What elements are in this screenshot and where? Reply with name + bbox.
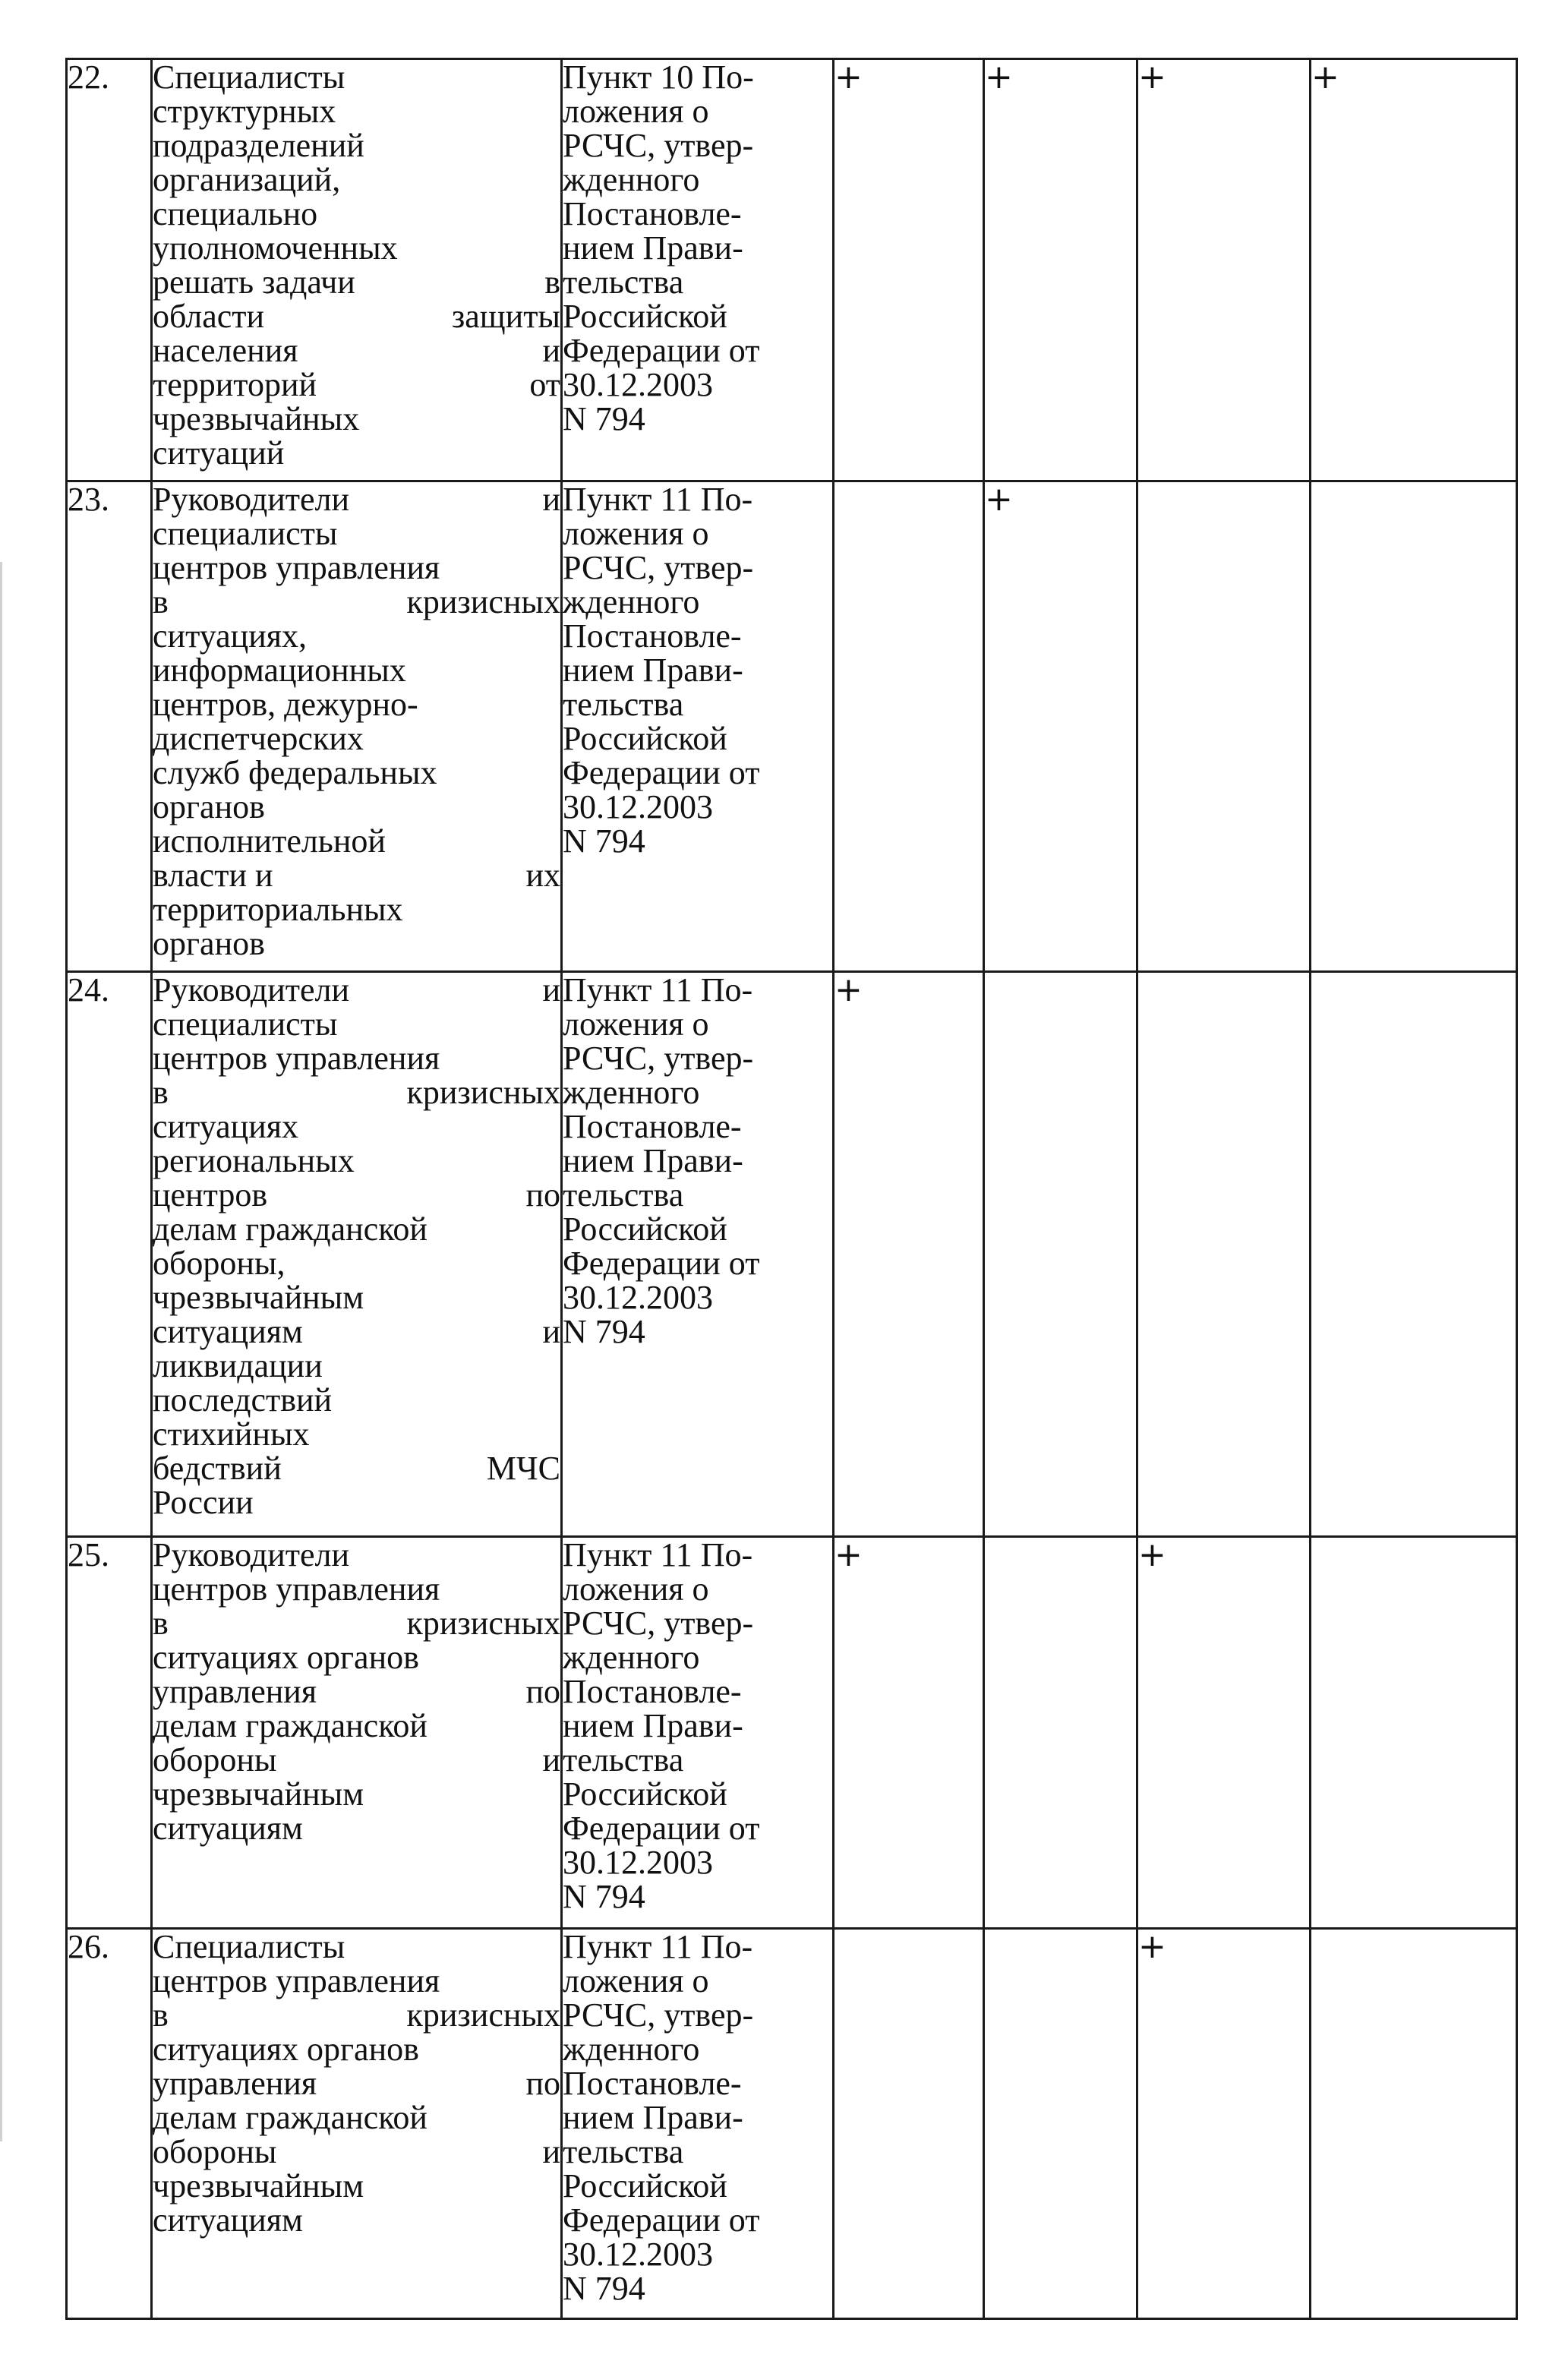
description-line: центров управления <box>153 1962 440 1999</box>
legal-basis <box>562 1929 834 2319</box>
mark-cell-4 <box>1311 1537 1517 1929</box>
mark-cell-3: + <box>1137 1929 1311 2319</box>
basis-line: N 794 <box>563 1878 645 1915</box>
description-word: по <box>525 2065 560 2102</box>
description-word: по <box>525 1176 560 1213</box>
mark-cell-1: + <box>834 972 984 1537</box>
mark-cell-4 <box>1311 972 1517 1537</box>
mark-cell-4 <box>1311 481 1517 972</box>
basis-line: жденного <box>563 583 700 620</box>
description-line <box>153 333 560 368</box>
basis-line: ложения о <box>563 1962 709 1999</box>
description-line: ситуациям <box>153 2201 303 2239</box>
basis-line: нием Прави- <box>563 2099 743 2136</box>
description-word: и <box>542 2133 560 2170</box>
basis-line: Пункт 11 По- <box>563 971 753 1008</box>
description-line: Специалисты <box>153 1928 345 1965</box>
description-line: исполнительной <box>153 822 386 860</box>
description-line <box>153 858 560 892</box>
basis-line: Федерации от <box>563 1810 760 1847</box>
basis-line: нием Прави- <box>563 229 743 267</box>
basis-line: 30.12.2003 <box>563 1279 713 1316</box>
description-line: информационных <box>153 652 406 689</box>
basis-line: ложения о <box>563 515 709 552</box>
description-word: в <box>153 1605 169 1642</box>
row-number: 22. <box>67 59 152 481</box>
description-line: чрезвычайным <box>153 2167 364 2204</box>
description-line <box>153 1314 560 1349</box>
description-line: диспетчерских <box>153 720 364 757</box>
basis-line: Постановле- <box>563 617 742 655</box>
description-line <box>153 2066 560 2100</box>
mark-cell-2: + <box>984 59 1137 481</box>
basis-line: Пункт 11 По- <box>563 1536 753 1573</box>
description-word: и <box>542 332 560 369</box>
description-line <box>153 2135 560 2169</box>
basis-line: тельства <box>563 2133 684 2170</box>
basis-line: ложения о <box>563 93 709 130</box>
description-line: Специалисты <box>153 58 345 96</box>
description-line: специально <box>153 195 318 232</box>
description-line <box>153 1674 560 1709</box>
description-word: и <box>542 971 560 1008</box>
description-word: Руководители <box>153 481 350 518</box>
description-line: стихийных <box>153 1415 310 1453</box>
position-description <box>152 481 562 972</box>
description-word: и <box>542 1741 560 1778</box>
mark-cell-1 <box>834 481 984 972</box>
basis-line: Постановле- <box>563 1108 742 1145</box>
description-line: подразделений <box>153 127 364 164</box>
description-word: обороны <box>153 2133 277 2170</box>
basis-line: РСЧС, утвер- <box>563 549 754 586</box>
description-line <box>153 585 560 619</box>
row-number: 23. <box>67 481 152 972</box>
description-line <box>153 1178 560 1212</box>
basis-line: нием Прави- <box>563 1707 743 1744</box>
description-line: центров управления <box>153 1040 440 1077</box>
description-line <box>153 482 560 516</box>
description-line: уполномоченных <box>153 229 398 267</box>
description-word: власти и <box>153 857 273 894</box>
mark-cell-3 <box>1137 972 1311 1537</box>
legal-basis <box>562 972 834 1537</box>
mark-cell-1 <box>834 1929 984 2319</box>
mark-cell-1: + <box>834 1537 984 1929</box>
scan-edge-line <box>0 562 2 2141</box>
description-line <box>153 1743 560 1777</box>
description-word: в <box>153 1996 169 2034</box>
description-word: МЧС <box>486 1450 560 1487</box>
basis-line: Пункт 11 По- <box>563 481 753 518</box>
basis-line: N 794 <box>563 2270 645 2307</box>
description-line: чрезвычайным <box>153 1775 364 1813</box>
basis-line: Пункт 10 По- <box>563 58 754 96</box>
mark-cell-3: + <box>1137 59 1311 481</box>
basis-line: ложения о <box>563 1570 709 1608</box>
description-word: управления <box>153 2065 317 2102</box>
position-description <box>152 1929 562 2319</box>
basis-line: Постановле- <box>563 1673 742 1710</box>
basis-line: Российской <box>563 298 727 335</box>
basis-line: ложения о <box>563 1005 709 1043</box>
basis-line: Постановле- <box>563 2065 742 2102</box>
description-word: их <box>525 857 560 894</box>
mark-cell-2: + <box>984 481 1137 972</box>
basis-line: Пункт 11 По- <box>563 1928 753 1965</box>
description-word: от <box>529 366 560 403</box>
basis-line: нием Прави- <box>563 1142 743 1179</box>
position-description <box>152 1537 562 1929</box>
description-word: Руководители <box>153 971 350 1008</box>
description-line <box>153 1998 560 2032</box>
basis-line: Российской <box>563 2167 727 2204</box>
description-line: России <box>153 1484 254 1521</box>
mark-cell-4: + <box>1311 59 1517 481</box>
basis-line: Российской <box>563 1775 727 1813</box>
description-line: органов <box>153 788 265 825</box>
description-line <box>153 1451 560 1485</box>
basis-line: N 794 <box>563 1313 645 1350</box>
description-line: ликвидации <box>153 1347 323 1384</box>
description-word: кризисных <box>406 1074 560 1111</box>
table-row <box>67 59 1517 481</box>
description-word: центров <box>153 1176 268 1213</box>
position-description <box>152 59 562 481</box>
mark-cell-3: + <box>1137 1537 1311 1929</box>
description-word: в <box>153 1074 169 1111</box>
basis-line: Федерации от <box>563 2201 760 2239</box>
basis-line: Федерации от <box>563 754 760 791</box>
table-row <box>67 972 1517 1537</box>
description-line <box>153 265 560 299</box>
mark-cell-4 <box>1311 1929 1517 2319</box>
basis-line: жденного <box>563 1074 700 1111</box>
basis-line: Российской <box>563 1210 727 1248</box>
mark-cell-3 <box>1137 481 1311 972</box>
description-line: делам гражданской <box>153 2099 427 2136</box>
legal-basis <box>562 59 834 481</box>
basis-line: 30.12.2003 <box>563 1844 713 1881</box>
description-word: защиты <box>451 298 560 335</box>
description-word: территорий <box>153 366 317 403</box>
basis-line: Постановле- <box>563 195 742 232</box>
table-row <box>67 481 1517 972</box>
basis-line: 30.12.2003 <box>563 366 713 403</box>
description-line: региональных <box>153 1142 355 1179</box>
basis-line: РСЧС, утвер- <box>563 1040 754 1077</box>
description-line: центров, дежурно- <box>153 686 418 723</box>
description-line: центров управления <box>153 549 440 586</box>
description-line: делам гражданской <box>153 1210 427 1248</box>
description-line: Руководители <box>153 1536 350 1573</box>
basis-line: РСЧС, утвер- <box>563 1605 754 1642</box>
description-word: обороны <box>153 1741 277 1778</box>
training-requirements-table <box>65 58 1518 2320</box>
description-line: обороны, <box>153 1245 286 1282</box>
description-line: организаций, <box>153 161 341 198</box>
description-word: управления <box>153 1673 317 1710</box>
basis-line: РСЧС, утвер- <box>563 1996 754 2034</box>
description-word: в <box>544 264 560 301</box>
description-word: и <box>542 481 560 518</box>
description-line: чрезвычайным <box>153 1279 364 1316</box>
description-line: территориальных <box>153 891 403 928</box>
basis-line: жденного <box>563 1639 700 1676</box>
basis-line: 30.12.2003 <box>563 788 713 825</box>
legal-basis <box>562 1537 834 1929</box>
mark-cell-2 <box>984 1929 1137 2319</box>
description-line <box>153 973 560 1007</box>
description-word: кризисных <box>406 1605 560 1642</box>
basis-line: нием Прави- <box>563 652 743 689</box>
basis-line: жденного <box>563 2031 700 2068</box>
basis-line: тельства <box>563 264 684 301</box>
description-line <box>153 299 560 333</box>
mark-cell-2 <box>984 972 1137 1537</box>
description-line: ситуаций <box>153 434 285 472</box>
description-word: и <box>542 1313 560 1350</box>
basis-line: Федерации от <box>563 1245 760 1282</box>
row-number: 26. <box>67 1929 152 2319</box>
table-row <box>67 1929 1517 2319</box>
description-line: структурных <box>153 93 336 130</box>
description-line: чрезвычайных <box>153 400 360 437</box>
basis-line: РСЧС, утвер- <box>563 127 754 164</box>
basis-line: жденного <box>563 161 700 198</box>
description-line: центров управления <box>153 1570 440 1608</box>
description-line: ситуациях органов <box>153 1639 419 1676</box>
basis-line: Российской <box>563 720 727 757</box>
description-word: по <box>525 1673 560 1710</box>
description-line: ситуациях <box>153 1108 299 1145</box>
basis-line: тельства <box>563 686 684 723</box>
description-line: специалисты <box>153 515 338 552</box>
description-word: кризисных <box>406 1996 560 2034</box>
description-line: ситуациям <box>153 1810 303 1847</box>
description-line: последствий <box>153 1381 333 1419</box>
description-line: служб федеральных <box>153 754 437 791</box>
description-word: в <box>153 583 169 620</box>
position-description <box>152 972 562 1537</box>
basis-line: тельства <box>563 1741 684 1778</box>
description-line: ситуациях, <box>153 617 308 655</box>
mark-cell-1: + <box>834 59 984 481</box>
description-line <box>153 1606 560 1640</box>
description-word: кризисных <box>406 583 560 620</box>
description-word: решать задачи <box>153 264 355 301</box>
description-line: делам гражданской <box>153 1707 427 1744</box>
mark-cell-2 <box>984 1537 1137 1929</box>
description-word: ситуациям <box>153 1313 303 1350</box>
basis-line: 30.12.2003 <box>563 2236 713 2273</box>
description-line <box>153 368 560 402</box>
description-line: специалисты <box>153 1005 338 1043</box>
description-word: бедствий <box>153 1450 282 1487</box>
basis-line: N 794 <box>563 822 645 860</box>
table-row <box>67 1537 1517 1929</box>
row-number: 24. <box>67 972 152 1537</box>
description-word: области <box>153 298 265 335</box>
description-line: органов <box>153 925 265 962</box>
basis-line: N 794 <box>563 400 645 437</box>
description-line: ситуациях органов <box>153 2031 419 2068</box>
row-number: 25. <box>67 1537 152 1929</box>
legal-basis <box>562 481 834 972</box>
basis-line: тельства <box>563 1176 684 1213</box>
basis-line: Федерации от <box>563 332 760 369</box>
table-body <box>67 59 1517 2319</box>
description-line <box>153 1075 560 1109</box>
description-word: населения <box>153 332 298 369</box>
